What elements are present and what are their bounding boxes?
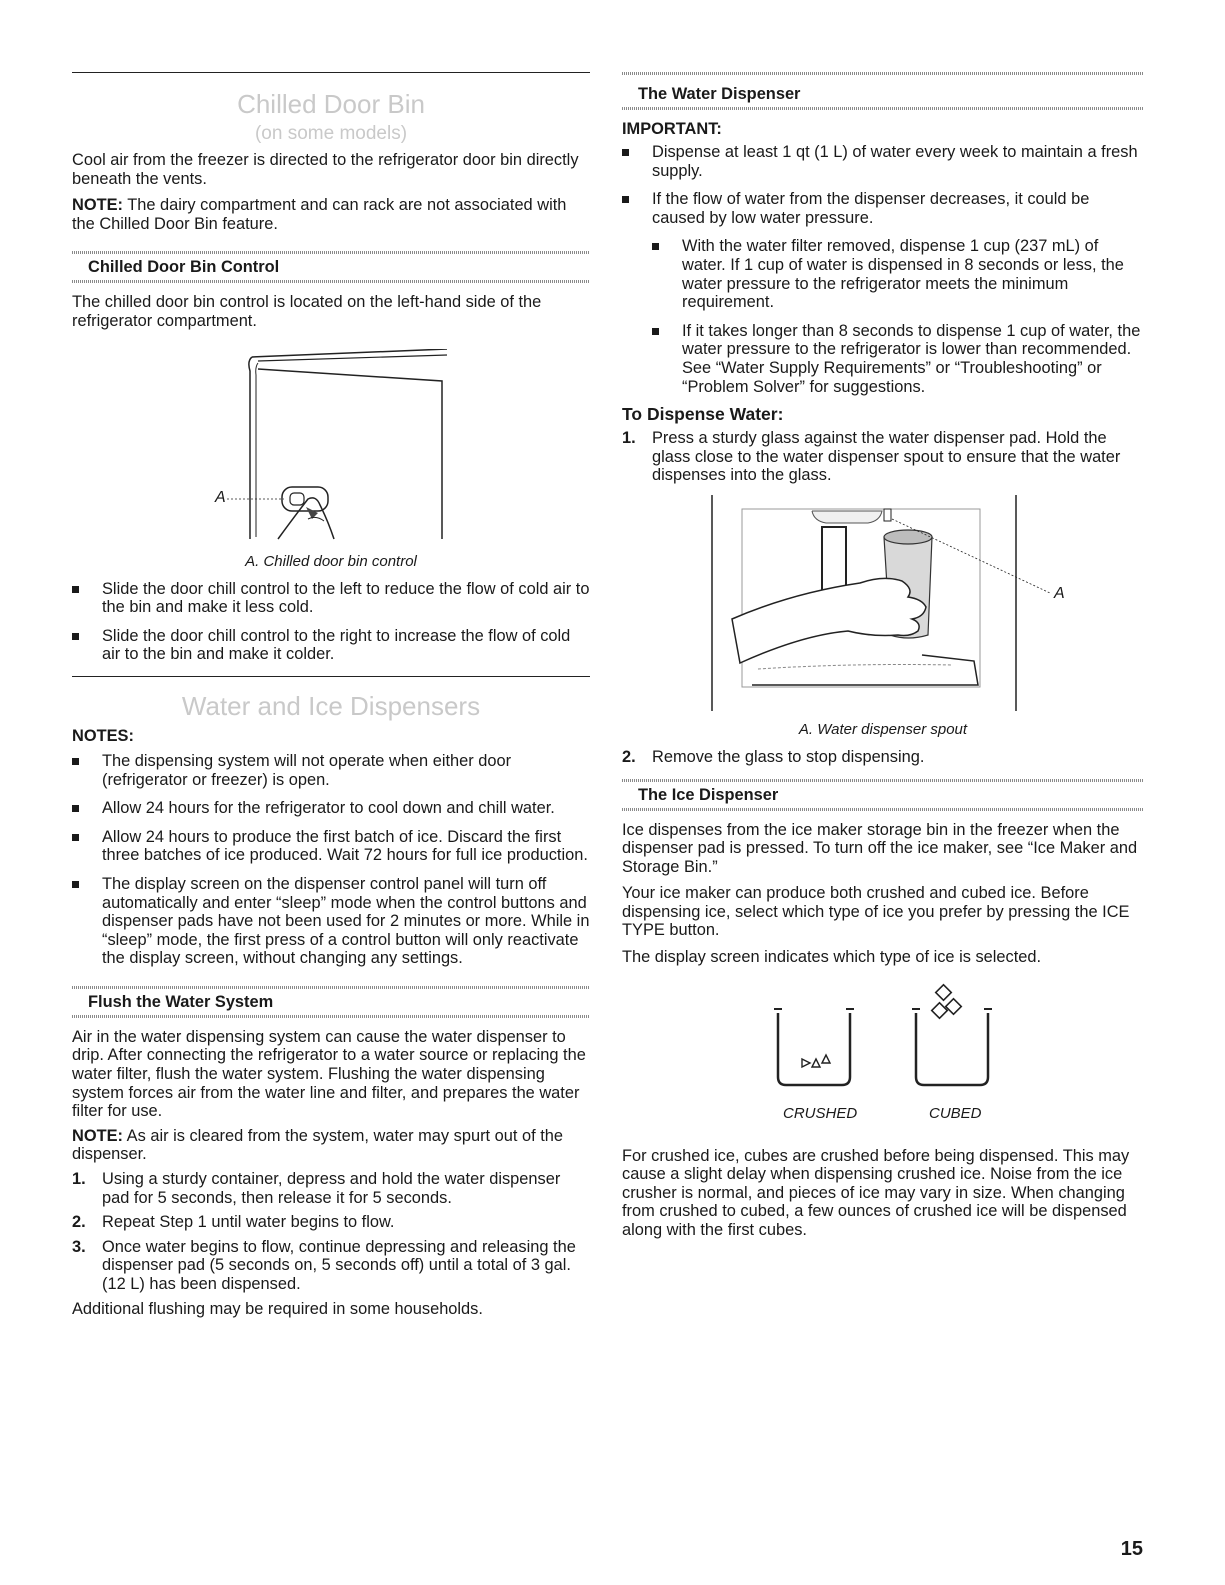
list-item: The dispensing system will not operate when either door (refrigerator or freezer) is open.: [72, 752, 590, 789]
list-item: [622, 190, 1144, 396]
chilled-door-bin-title: Chilled Door Bin: [237, 89, 425, 119]
water-bullets: [622, 143, 1144, 396]
chilled-control-text: The chilled door bin control is located on the left-hand side of the refrigerator compartment.: [72, 293, 542, 330]
cubed-label: CUBED: [929, 1104, 982, 1122]
notes-list: [72, 752, 590, 968]
ice-p2: Your ice maker can produce both crushed and cubed ice. Before dispensing ice, select which type of ice you prefer by pressing the ICE TYPE button.: [622, 884, 1130, 940]
water-dispenser-heading: The Water Dispenser: [638, 85, 801, 103]
ice-dispenser-heading-block: [622, 779, 1144, 811]
chilled-intro: Cool air from the freezer is directed to the refrigerator door bin directly beneath the vents.: [72, 151, 579, 188]
step-text: Using a sturdy container, depress and hold the water dispenser pad for 5 seconds, then release it for 5 seconds.: [102, 1170, 561, 1207]
step-number: 2.: [72, 1213, 86, 1232]
flush-intro: Air in the water dispensing system can cause the water dispenser to drip. After connecting the refrigerator to a water source or replacing the water filter, flush the water system. Flushing the water dispensing system forces air from the water line and filter, and prepares the water filter for use.: [72, 1027, 586, 1121]
step-text: Repeat Step 1 until water begins to flow.: [102, 1213, 395, 1232]
list-item: Slide the door chill control to the right to increase the flow of cold air to the bin and make it colder.: [72, 627, 590, 664]
ice-p3: The display screen indicates which type of ice is selected.: [622, 948, 1042, 967]
step-text: Press a sturdy glass against the water dispenser pad. Hold the glass close to the water dispenser spout to ensure that the water dispenses into the glass.: [652, 429, 1121, 485]
important-label: IMPORTANT:: [622, 120, 722, 138]
list-item: Dispense at least 1 qt (1 L) of water every week to maintain a fresh supply.: [622, 143, 1144, 180]
ice-p4: For crushed ice, cubes are crushed before being dispensed. This may cause a slight delay when dispensing crushed ice. Noise from the ice crusher is normal, and pieces of ice may vary in size. When changing from crushed to cubed, a few ounces of crushed ice will be dispensed along with the first cubes.: [622, 1146, 1130, 1240]
ice-type-illustration: [622, 979, 1144, 1129]
dispense-step-1: [622, 429, 1144, 485]
list-item: Allow 24 hours for the refrigerator to cool down and chill water.: [72, 799, 590, 818]
flush-steps: [72, 1170, 590, 1294]
step-number: 1.: [72, 1170, 86, 1189]
list-item-text: If the flow of water from the dispenser decreases, it could be caused by low water pressure.: [652, 190, 1090, 227]
dotted-rule: [72, 280, 590, 283]
water-dispenser-figure: [622, 495, 1144, 717]
water-figure-label: A: [1054, 584, 1065, 602]
left-column: [72, 72, 590, 1318]
chilled-door-bin-figure: [72, 349, 590, 549]
notes-label: NOTES:: [72, 726, 134, 745]
dispense-step-2: [622, 748, 1144, 767]
dotted-rule: [72, 1015, 590, 1018]
chilled-figure-label: A: [215, 488, 226, 506]
flush-heading: Flush the Water System: [88, 992, 274, 1011]
list-item: [622, 748, 1144, 767]
ice-dispenser-heading: The Ice Dispenser: [638, 785, 779, 804]
water-figure-caption: A. Water dispenser spout: [798, 720, 968, 738]
chilled-note-label: NOTE:: [72, 196, 123, 215]
chilled-door-illustration: [72, 349, 590, 549]
chilled-control-heading: Chilled Door Bin Control: [88, 258, 280, 277]
chilled-control-heading-block: [72, 251, 590, 283]
chilled-bullets: [72, 580, 590, 664]
to-dispense-heading: To Dispense Water:: [622, 404, 784, 425]
list-item: Allow 24 hours to produce the first batch of ice. Discard the first three batches of ice produced. Wait 72 hours for full ice production.: [72, 828, 590, 865]
list-item: With the water filter removed, dispense 1 cup (237 mL) of water. If 1 cup of water is dispensed in 8 seconds or less, the water pressure to the refrigerator meets the minimum requirement.: [652, 237, 1144, 311]
flush-note-label: NOTE:: [72, 1126, 123, 1145]
ice-p1: Ice dispenses from the ice maker storage bin in the freezer when the dispenser pad is pressed. To turn off the ice maker, see “Ice Maker and Storage Bin.”: [622, 820, 1138, 876]
section-rule: [72, 676, 590, 677]
step-number: 1.: [622, 429, 636, 448]
step-number: 2.: [622, 747, 636, 766]
water-dispenser-illustration: [622, 495, 1144, 717]
flush-heading-block: [72, 986, 590, 1018]
top-rule: [72, 72, 590, 73]
list-item: [72, 1213, 590, 1232]
water-sub-bullets: [652, 237, 1144, 396]
dotted-rule: [622, 107, 1144, 110]
chilled-note-text: The dairy compartment and can rack are not associated with the Chilled Door Bin feature.: [72, 196, 567, 233]
flush-note-text: As air is cleared from the system, water may spurt out of the dispenser.: [72, 1126, 563, 1164]
water-dispenser-heading-block: [622, 72, 1144, 110]
chilled-figure-caption: A. Chilled door bin control: [245, 552, 417, 570]
page-number: 15: [1120, 1538, 1143, 1560]
list-item: The display screen on the dispenser control panel will turn off automatically and enter “sleep” mode when the control buttons and dispenser pads have not been used for 2 minutes or more. While in “sleep” mode, the first press of a control button will only reactivate the display screen, without changing any settings.: [72, 875, 590, 968]
right-column: [622, 72, 1144, 1240]
crushed-label: CRUSHED: [783, 1104, 858, 1122]
list-item: [622, 429, 1144, 485]
list-item: [72, 1170, 590, 1207]
flush-outro: Additional flushing may be required in some households.: [72, 1299, 483, 1318]
step-text: Remove the glass to stop dispensing.: [652, 747, 925, 766]
dotted-rule: [622, 808, 1144, 811]
list-item: [72, 1238, 590, 1294]
ice-type-figure: [622, 979, 1144, 1129]
list-item: Slide the door chill control to the left to reduce the flow of cold air to the bin and make it less cold.: [72, 580, 590, 617]
step-text: Once water begins to flow, continue depressing and releasing the dispenser pad (5 seconds on, 5 seconds off) until a total of 3 gal. (12 L) has been dispensed.: [102, 1237, 576, 1293]
step-number: 3.: [72, 1237, 86, 1256]
chilled-door-bin-subtitle: (on some models): [254, 123, 408, 144]
water-ice-title: Water and Ice Dispensers: [181, 690, 481, 721]
list-item: If it takes longer than 8 seconds to dispense 1 cup of water, the water pressure to the refrigerator is lower than recommended. See “Water Supply Requirements” or “Troubleshooting” or “Problem Solver” for suggestions.: [652, 322, 1144, 396]
